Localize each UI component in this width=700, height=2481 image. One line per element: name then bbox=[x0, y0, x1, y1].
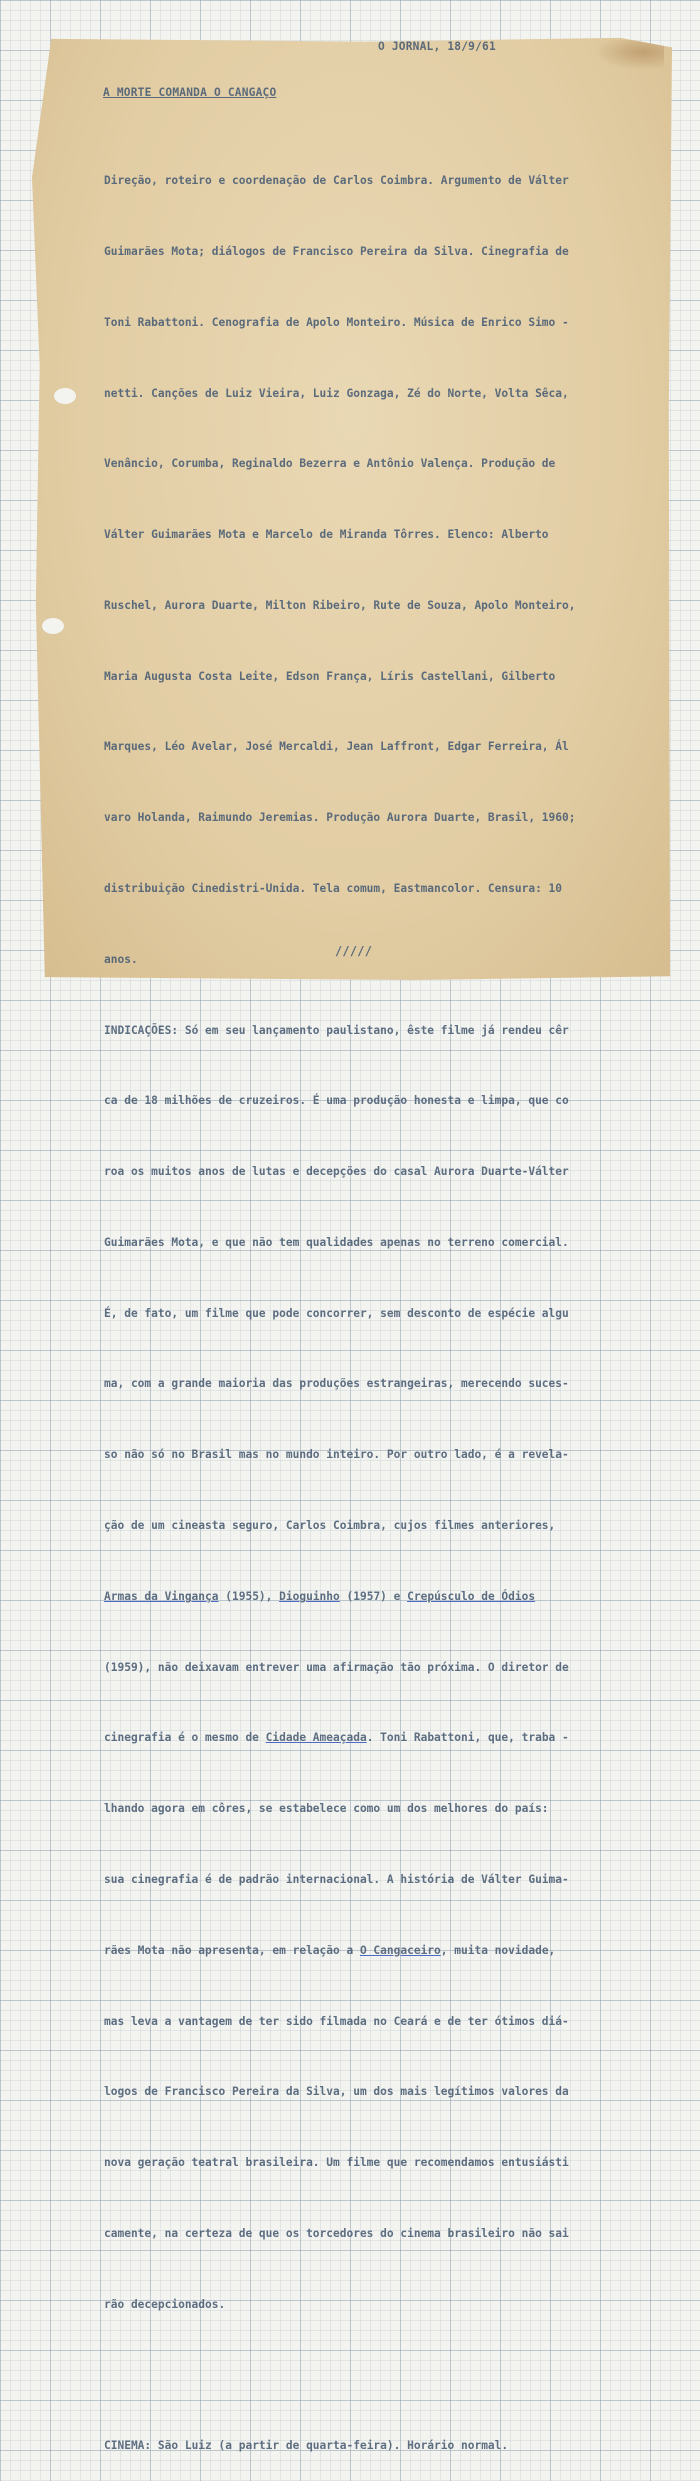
body-line: nova geração teatral brasileira. Um filme que recomendamos entusiásti bbox=[104, 2156, 569, 2170]
body-line: camente, na certeza de que os torcedores do cinema brasileiro não sai bbox=[104, 2226, 569, 2240]
body-line bbox=[104, 1939, 644, 1963]
film-title: Armas da Vingança bbox=[104, 1589, 219, 1603]
body-text: : Só em seu lançamento paulistano, êste filme já rendeu cêr bbox=[171, 1023, 569, 1037]
body-line: ção de um cineasta seguro, Carlos Coimbra, cujos filmes anteriores, bbox=[104, 1519, 556, 1533]
body-text: rães Mota não apresenta, em relação a bbox=[104, 1943, 360, 1957]
body-line: Válter Guimarães Mota e Marcelo de Miranda Tôrres. Elenco: Alberto bbox=[104, 528, 549, 542]
body-line: Guimarães Mota; diálogos de Francisco Pereira da Silva. Cinegrafia de bbox=[104, 244, 569, 258]
body-text: (1957) e bbox=[339, 1589, 408, 1603]
body-line: anos. bbox=[104, 952, 138, 966]
body-line bbox=[104, 1019, 644, 1043]
body-line: Maria Augusta Costa Leite, Edson França, Líris Castellani, Gilberto bbox=[104, 669, 556, 683]
body-line: varo Holanda, Raimundo Jeremias. Produção Aurora Duarte, Brasil, 1960; bbox=[104, 811, 576, 825]
punch-hole bbox=[54, 388, 76, 404]
body-line: roa os muitos anos de lutas e decepções do casal Aurora Duarte-Válter bbox=[104, 1165, 569, 1179]
body-line: mas leva a vantagem de ter sido filmada no Ceará e de ter ótimos diá- bbox=[104, 2014, 569, 2028]
film-title: O Cangaceiro bbox=[359, 1943, 441, 1957]
body-text: cinegrafia é o mesmo de bbox=[104, 1731, 266, 1745]
paper-stain bbox=[594, 40, 664, 70]
punch-hole bbox=[42, 618, 64, 634]
body-line bbox=[104, 1585, 644, 1609]
body-line: sua cinegrafia é de padrão internacional. A história de Válter Guima- bbox=[104, 1872, 569, 1886]
body-line: Ruschel, Aurora Duarte, Milton Ribeiro, Rute de Souza, Apolo Monteiro, bbox=[104, 598, 576, 612]
body-text: . Toni Rabattoni, que, traba - bbox=[366, 1731, 569, 1745]
article-body bbox=[104, 122, 644, 2481]
film-title: Dioguinho bbox=[279, 1589, 340, 1603]
body-text: (1955), bbox=[218, 1589, 280, 1603]
body-line: lhando agora em côres, se estabelece como um dos melhores do país: bbox=[104, 1802, 549, 1816]
film-title: Crepúsculo de Ódios bbox=[407, 1589, 536, 1603]
body-line: ca de 18 milhões de cruzeiros. É uma produção honesta e limpa, que co bbox=[104, 1094, 569, 1108]
film-title: Cidade Ameaçada bbox=[265, 1731, 367, 1745]
body-text: , muita novidade, bbox=[440, 1943, 556, 1957]
body-line: distribuição Cinedistri-Unida. Tela comum, Eastmancolor. Censura: 10 bbox=[104, 882, 563, 895]
body-line bbox=[104, 1726, 644, 1750]
body-line: Toni Rabattoni. Cenografia de Apolo Monteiro. Música de Enrico Simo - bbox=[104, 315, 569, 329]
body-line: ma, com a grande maioria das produções estrangeiras, merecendo suces- bbox=[104, 1377, 569, 1391]
header-date: O JORNAL, 18/9/61 bbox=[378, 40, 496, 53]
body-line: netti. Canções de Luiz Vieira, Luiz Gonzaga, Zé do Norte, Volta Sêca, bbox=[104, 386, 569, 400]
blank-line bbox=[104, 2363, 644, 2387]
body-line: rão decepcionados. bbox=[104, 2297, 226, 2311]
section-label-indicacoes: INDICAÇÕES bbox=[104, 1023, 172, 1037]
body-line: (1959), não deixavam entrever uma afirmação tão próxima. O diretor de bbox=[104, 1660, 569, 1674]
body-line: logos de Francisco Pereira da Silva, um dos mais legítimos valores da bbox=[104, 2085, 569, 2099]
body-text: : São Luiz (a partir de quarta-feira). Horário normal. bbox=[144, 2439, 509, 2453]
body-line: Direção, roteiro e coordenação de Carlos Coimbra. Argumento de Válter bbox=[104, 174, 569, 188]
body-line: É, de fato, um filme que pode concorrer, sem desconto de espécie algu bbox=[104, 1306, 569, 1320]
body-line: Marques, Léo Avelar, José Mercaldi, Jean Laffront, Edgar Ferreira, Ál bbox=[104, 740, 569, 754]
article-title: A MORTE COMANDA O CANGAÇO bbox=[103, 86, 277, 99]
body-line bbox=[104, 2434, 644, 2458]
section-label-cinema: CINEMA bbox=[104, 2439, 145, 2453]
body-line: so não só no Brasil mas no mundo inteiro. Por outro lado, é a revela- bbox=[104, 1448, 569, 1462]
body-line: Guimarães Mota, e que não tem qualidades apenas no terreno comercial. bbox=[104, 1235, 569, 1249]
footer-mark: ///// bbox=[335, 944, 373, 958]
body-line: Venâncio, Corumba, Reginaldo Bezerra e Antônio Valença. Produção de bbox=[104, 457, 556, 471]
